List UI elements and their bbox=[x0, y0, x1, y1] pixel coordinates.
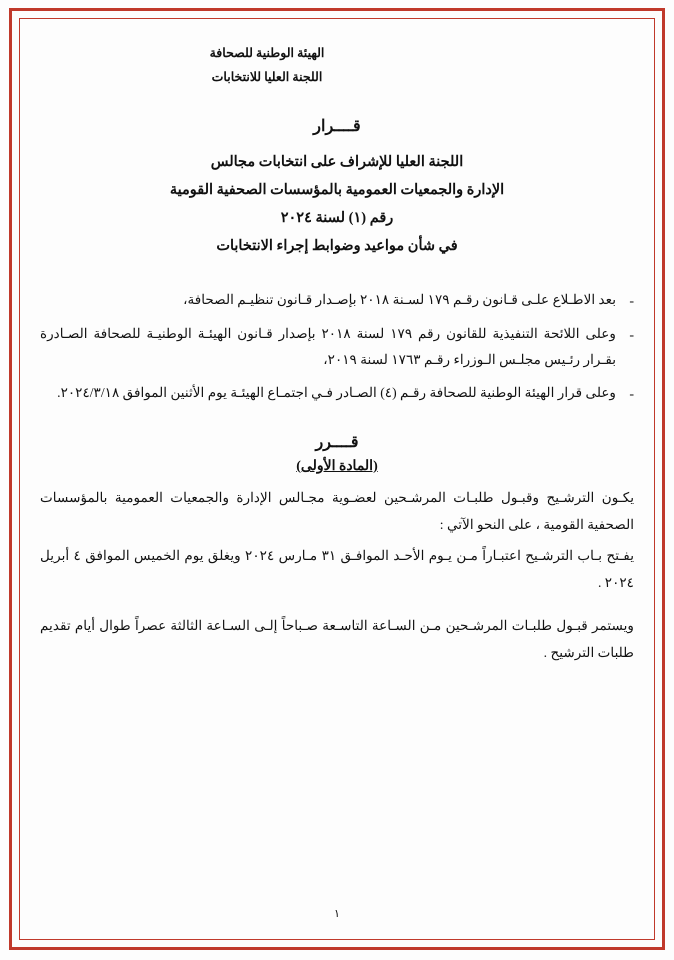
title-block bbox=[40, 116, 634, 261]
preamble-clauses bbox=[40, 287, 634, 409]
title-line-4: في شأن مواعيد وضوابط إجراء الانتخابات bbox=[216, 238, 458, 255]
clause-text: وعلى اللائحة التنفيذية للقانون رقم ١٧٩ لسنة ٢٠١٨ بإصدار قـانون الهيئـة الوطنيـة للصحافة الصـادرة بقـرار رئـيس مجلـس الـوزراء رقـم ١٧٦٣ لسنة ٢٠١٩، bbox=[40, 325, 616, 368]
article-heading: (المادة الأولى) bbox=[296, 459, 378, 475]
clause-text: وعلى قرار الهيئة الوطنية للصحافة رقـم (٤) الصـادر فـي اجتمـاع الهيئـة يوم الأثنين الموافق ٢٠٢٤/٣/١٨. bbox=[57, 384, 616, 400]
title-line-1: اللجنة العليا للإشراف على انتخابات مجالس bbox=[210, 153, 464, 170]
article-paragraph: ويستمر قبـول طلبـات المرشـحين مـن السـاعة التاسـعة صـباحاً إلـى السـاعة الثالثة عصراً طوال أيام تقديم طلبات الترشيح . bbox=[40, 617, 634, 660]
clause-item bbox=[40, 321, 634, 374]
article-paragraph: يفـتح بـاب الترشـيح اعتبـاراً مـن يـوم الأحـد الموافـق ٣١ مـارس ٢٠٢٤ ويغلق يوم الخميس الموافق ٤ أبريل ٢٠٢٤ . bbox=[40, 547, 634, 590]
article-paragraph: يكـون الترشـيح وقبـول طلبـات المرشـحين لعضـوية مجـالس الإدارة والجمعيات العمومية بالمؤسسات الصحفية القومية ، على النحو الآتي : bbox=[40, 490, 634, 533]
title-line-2: الإدارة والجمعيات العمومية بالمؤسسات الصحفية القومية bbox=[169, 181, 505, 198]
clause-item bbox=[40, 287, 634, 315]
clause-text: بعد الاطـلاع علـى قـانون رقـم ١٧٩ لسـنة ٢٠١٨ بإصـدار قـانون تنظيـم الصحافة، bbox=[183, 291, 616, 307]
clause-marker: - bbox=[629, 386, 634, 402]
decision-title-word: قــــرار bbox=[313, 117, 361, 135]
decision-verb: قــــرر bbox=[315, 434, 359, 452]
document-header bbox=[40, 34, 634, 90]
organization-name: الهيئة الوطنية للصحافة bbox=[209, 46, 325, 60]
committee-name: اللجنة العليا للانتخابات bbox=[211, 69, 323, 84]
clause-marker: - bbox=[629, 327, 634, 343]
title-line-3: رقم (١) لسنة ٢٠٢٤ bbox=[280, 210, 394, 227]
page-number: ١ bbox=[334, 908, 340, 920]
clause-item bbox=[40, 380, 634, 408]
document-content bbox=[40, 34, 634, 926]
clause-marker: - bbox=[629, 293, 634, 309]
